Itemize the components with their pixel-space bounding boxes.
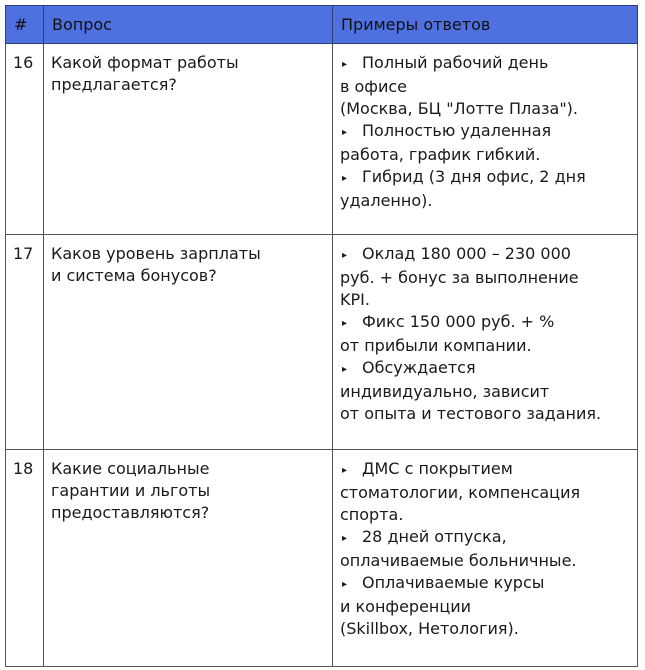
answer-line: ▸ Оплачиваемые курсы bbox=[340, 572, 630, 596]
answer-line: от прибыли компании. bbox=[340, 336, 532, 355]
question-cell bbox=[44, 44, 333, 235]
question-line: предлагается? bbox=[51, 75, 177, 94]
qa-table bbox=[5, 5, 638, 667]
answer-line: ▸ Обсуждается bbox=[340, 357, 630, 381]
row-number: 16 bbox=[6, 44, 44, 235]
header-num: # bbox=[6, 6, 44, 44]
answer-line: (Москва, БЦ "Лотте Плаза"). bbox=[340, 99, 578, 118]
answer-line: в офисе bbox=[340, 77, 408, 96]
answer-line: ▸ ДМС с покрытием bbox=[340, 458, 630, 482]
answer-line: работа, график гибкий. bbox=[340, 145, 541, 164]
table-row bbox=[6, 235, 638, 450]
answer-line: ▸ Фикс 150 000 руб. + % bbox=[340, 311, 630, 335]
question-line: Какой формат работы bbox=[51, 53, 239, 72]
bullet-icon: ▸ bbox=[342, 127, 348, 138]
answer-line: индивидуально, зависит bbox=[340, 382, 550, 401]
bullet-icon: ▸ bbox=[342, 250, 348, 261]
answers-cell bbox=[333, 44, 638, 235]
answer-line: (Skillbox, Нетология). bbox=[340, 619, 519, 638]
answer-line: руб. + бонус за выполнение bbox=[340, 268, 579, 287]
question-line: и система бонусов? bbox=[51, 266, 217, 285]
header-answers: Примеры ответов bbox=[333, 6, 638, 44]
question-line: гарантии и льготы bbox=[51, 481, 211, 500]
bullet-icon: ▸ bbox=[342, 533, 348, 544]
answer-line: ▸ Полностью удаленная bbox=[340, 120, 630, 144]
bullet-icon: ▸ bbox=[342, 465, 348, 476]
answer-line: ▸ Полный рабочий день bbox=[340, 52, 630, 76]
question-cell bbox=[44, 450, 333, 667]
question-line: предоставляются? bbox=[51, 503, 210, 522]
question-line: Каков уровень зарплаты bbox=[51, 244, 261, 263]
bullet-icon: ▸ bbox=[342, 59, 348, 70]
bullet-icon: ▸ bbox=[342, 318, 348, 329]
answer-line: спорта. bbox=[340, 505, 404, 524]
header-question: Вопрос bbox=[44, 6, 333, 44]
answer-line: и конференции bbox=[340, 597, 472, 616]
answer-line: от опыта и тестового задания. bbox=[340, 404, 602, 423]
question-line: Какие социальные bbox=[51, 459, 210, 478]
row-number: 18 bbox=[6, 450, 44, 667]
answer-line: ▸ 28 дней отпуска, bbox=[340, 526, 630, 550]
answer-line: стоматологии, компенсация bbox=[340, 483, 581, 502]
answer-line: оплачиваемые больничные. bbox=[340, 551, 577, 570]
question-cell bbox=[44, 235, 333, 450]
table-row bbox=[6, 450, 638, 667]
answer-line: KPI. bbox=[340, 290, 370, 309]
bullet-icon: ▸ bbox=[342, 173, 348, 184]
bullet-icon: ▸ bbox=[342, 364, 348, 375]
table-row bbox=[6, 44, 638, 235]
row-number: 17 bbox=[6, 235, 44, 450]
answer-line: удаленно). bbox=[340, 191, 433, 210]
bullet-icon: ▸ bbox=[342, 579, 348, 590]
answers-cell bbox=[333, 235, 638, 450]
answers-cell bbox=[333, 450, 638, 667]
header-row bbox=[6, 6, 638, 44]
answer-line: ▸ Гибрид (3 дня офис, 2 дня bbox=[340, 166, 630, 190]
answer-line: ▸ Оклад 180 000 – 230 000 bbox=[340, 243, 630, 267]
